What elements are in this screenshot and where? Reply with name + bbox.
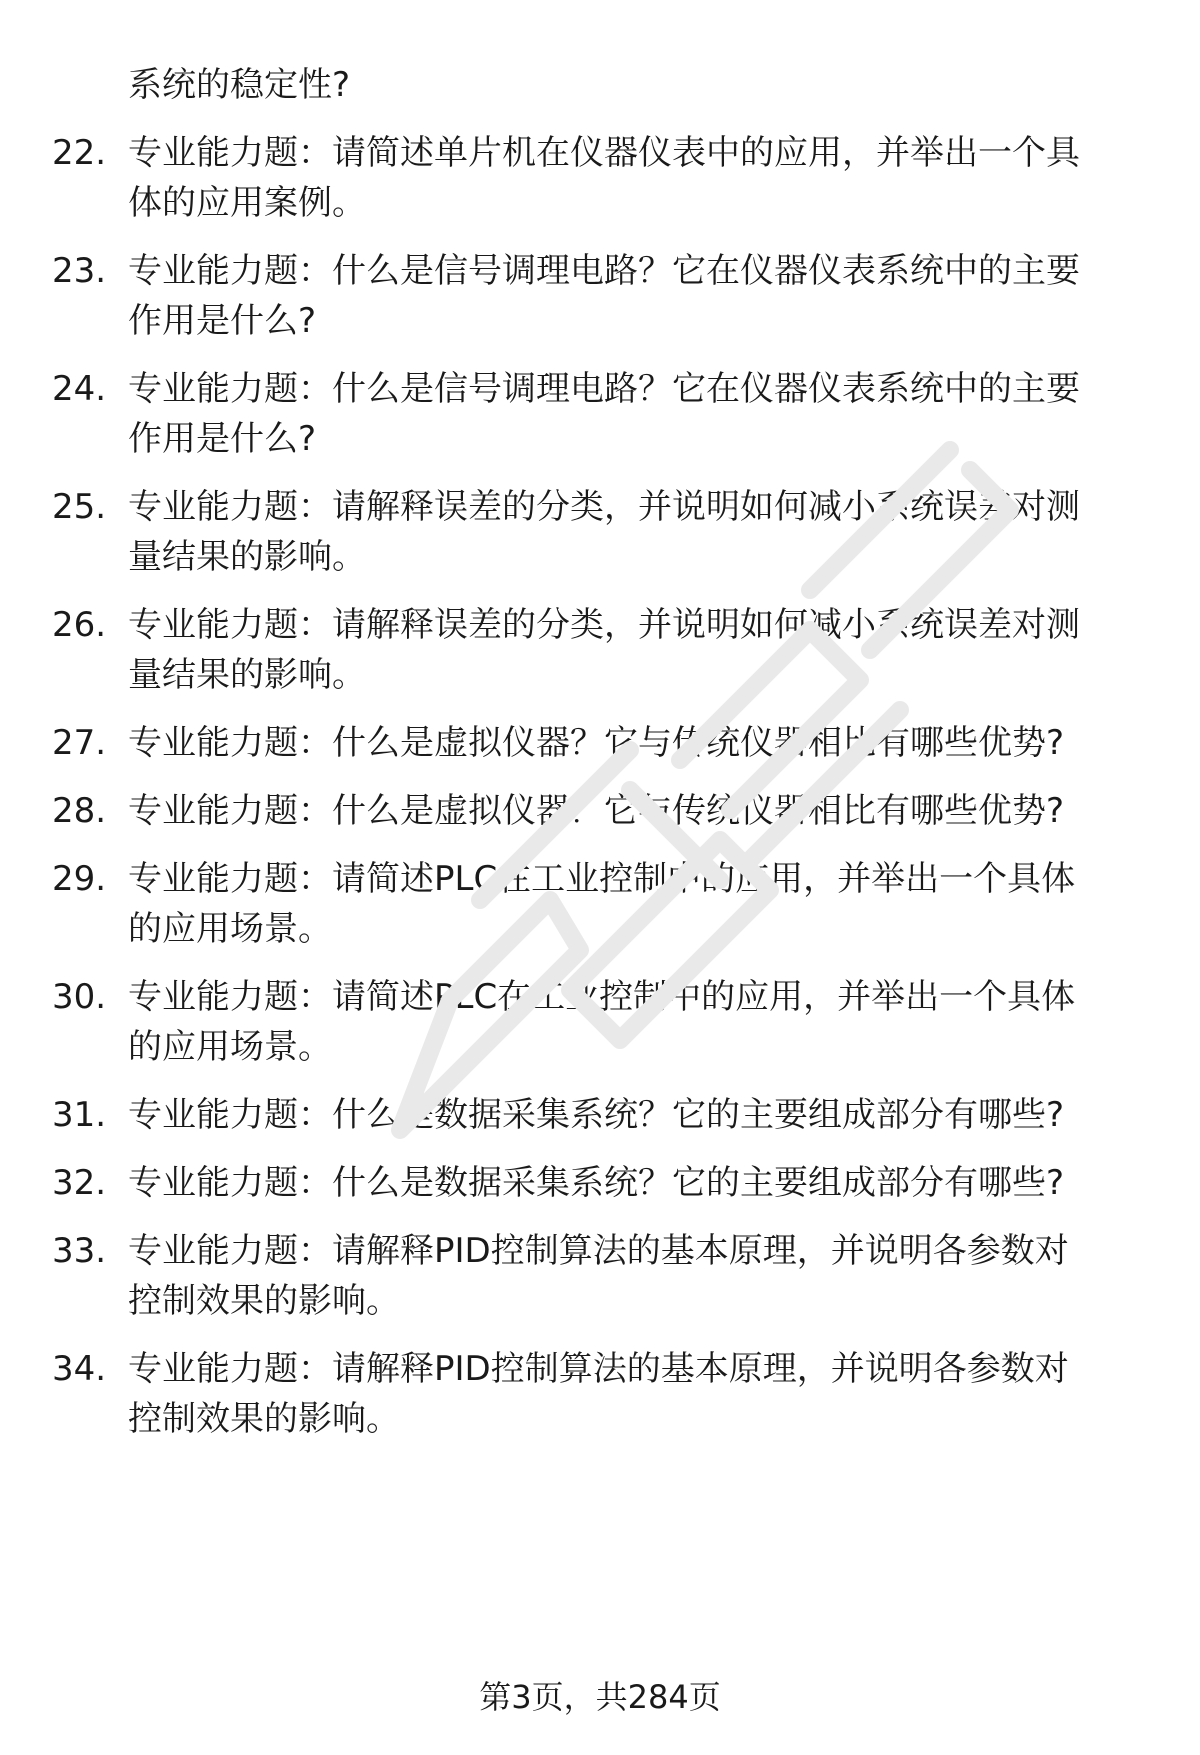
question-item-33 bbox=[0, 1226, 1200, 1326]
question-text bbox=[128, 1090, 1138, 1140]
question-text-line: 专业能力题：什么是数据采集系统？它的主要组成部分有哪些? bbox=[128, 1163, 1065, 1203]
question-text-line: 量结果的影响。 bbox=[128, 537, 366, 577]
question-item-34 bbox=[0, 1344, 1200, 1444]
question-text-line: 专业能力题：什么是虚拟仪器？它与传统仪器相比有哪些优势? bbox=[128, 791, 1065, 831]
question-text-line: 专业能力题：什么是虚拟仪器？它与传统仪器相比有哪些优势? bbox=[128, 723, 1065, 763]
question-text bbox=[128, 972, 1138, 1072]
question-number: 26. bbox=[52, 605, 107, 645]
question-number: 28. bbox=[52, 791, 107, 831]
question-text bbox=[128, 1158, 1138, 1208]
question-text bbox=[128, 128, 1138, 228]
question-text-line: 专业能力题：请简述PLC在工业控制中的应用，并举出一个具体 bbox=[128, 859, 1076, 899]
question-text-line: 专业能力题：请解释PID控制算法的基本原理，并说明各参数对 bbox=[128, 1349, 1069, 1389]
question-text bbox=[128, 854, 1138, 954]
question-number: 29. bbox=[52, 859, 107, 899]
question-item-22 bbox=[0, 128, 1200, 228]
question-text-line: 体的应用案例。 bbox=[128, 183, 366, 223]
question-text bbox=[128, 482, 1138, 582]
question-text bbox=[128, 786, 1138, 836]
question-number: 23. bbox=[52, 251, 107, 291]
question-number: 30. bbox=[52, 977, 107, 1017]
question-number: 33. bbox=[52, 1231, 107, 1271]
question-text-line: 专业能力题：请解释误差的分类，并说明如何减小系统误差对测 bbox=[128, 487, 1080, 527]
question-item-24 bbox=[0, 364, 1200, 464]
question-text-line: 的应用场景。 bbox=[128, 1027, 332, 1067]
question-number: 34. bbox=[52, 1349, 107, 1389]
question-item-25 bbox=[0, 482, 1200, 582]
question-text-line: 专业能力题：请简述单片机在仪器仪表中的应用，并举出一个具 bbox=[128, 133, 1080, 173]
question-text-line: 专业能力题：请解释误差的分类，并说明如何减小系统误差对测 bbox=[128, 605, 1080, 645]
question-item-23 bbox=[0, 246, 1200, 346]
question-number: 25. bbox=[52, 487, 107, 527]
question-item-32 bbox=[0, 1158, 1200, 1208]
question-text bbox=[128, 246, 1138, 346]
question-text-line: 专业能力题：什么是信号调理电路？它在仪器仪表系统中的主要 bbox=[128, 251, 1080, 291]
question-text bbox=[128, 718, 1138, 768]
question-text bbox=[128, 600, 1138, 700]
question-text-line: 的应用场景。 bbox=[128, 909, 332, 949]
question-number: 31. bbox=[52, 1095, 107, 1135]
question-text-line: 控制效果的影响。 bbox=[128, 1399, 400, 1439]
question-text-line: 专业能力题：请解释PID控制算法的基本原理，并说明各参数对 bbox=[128, 1231, 1069, 1271]
question-number: 22. bbox=[52, 133, 107, 173]
question-number: 27. bbox=[52, 723, 107, 763]
question-number: 32. bbox=[52, 1163, 107, 1203]
question-text-line: 量结果的影响。 bbox=[128, 655, 366, 695]
question-text bbox=[128, 1344, 1138, 1444]
question-item-28 bbox=[0, 786, 1200, 836]
question-item-31 bbox=[0, 1090, 1200, 1140]
question-item-29 bbox=[0, 854, 1200, 954]
question-text bbox=[128, 364, 1138, 464]
question-text-line: 控制效果的影响。 bbox=[128, 1281, 400, 1321]
question-item-27 bbox=[0, 718, 1200, 768]
question-text-line: 专业能力题：请简述PLC在工业控制中的应用，并举出一个具体 bbox=[128, 977, 1076, 1017]
question-text-line: 作用是什么? bbox=[128, 301, 317, 341]
question-text-line: 作用是什么? bbox=[128, 419, 317, 459]
question-text bbox=[128, 1226, 1138, 1326]
question-number: 24. bbox=[52, 369, 107, 409]
question-item-30 bbox=[0, 972, 1200, 1072]
page-footer: 第3页，共284页 bbox=[479, 1678, 721, 1716]
question-continuation-line: 系统的稳定性? bbox=[128, 65, 351, 105]
question-text-line: 专业能力题：什么是信号调理电路？它在仪器仪表系统中的主要 bbox=[128, 369, 1080, 409]
question-text-line: 专业能力题：什么是数据采集系统？它的主要组成部分有哪些? bbox=[128, 1095, 1065, 1135]
question-item-26 bbox=[0, 600, 1200, 700]
